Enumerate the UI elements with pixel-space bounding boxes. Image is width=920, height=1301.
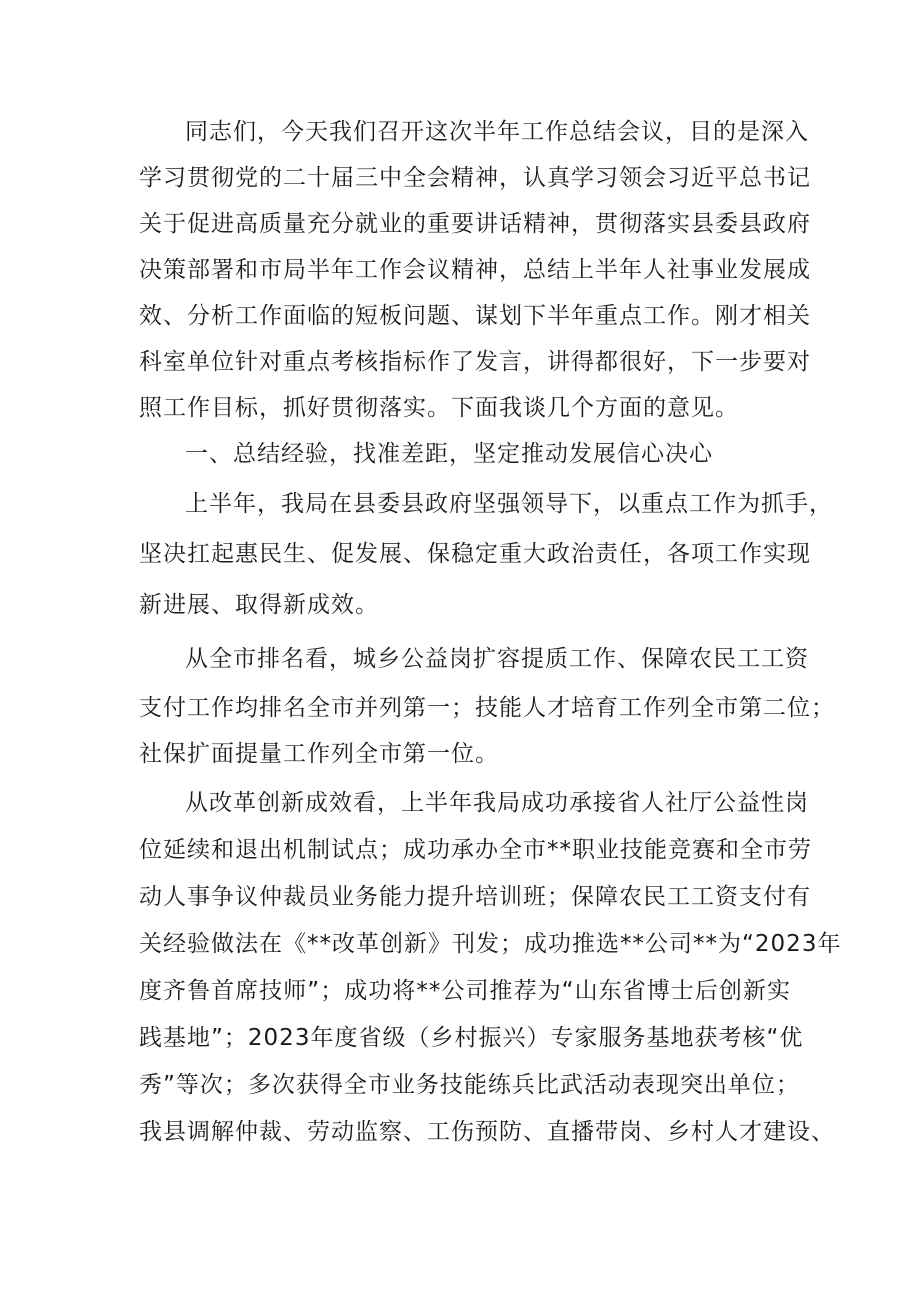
section-heading-1: 一、总结经验，找准差距，坚定推动发展信心决心 xyxy=(185,441,713,467)
paragraph-4-line-3: 动人事争议仲裁员业务能力提升培训班；保障农民工工资支付有 xyxy=(139,884,811,910)
paragraph-4-line-2: 位延续和退出机制试点；成功承办全市**职业技能竞赛和全市劳 xyxy=(139,837,812,863)
paragraph-2-line-1: 上半年，我局在县委县政府坚强领导下，以重点工作为抓手， xyxy=(185,491,833,517)
paragraph-1-line-4: 决策部署和市局半年工作会议精神，总结上半年人社事业发展成 xyxy=(139,257,811,283)
paragraph-2-line-3: 新进展、取得新成效。 xyxy=(139,592,379,618)
paragraph-4-line-6: 践基地”；2023年度省级（乡村振兴）专家服务基地获考核“优 xyxy=(139,1025,804,1051)
paragraph-1-line-7: 照工作目标，抓好贯彻落实。下面我谈几个方面的意见。 xyxy=(139,395,739,421)
paragraph-4-line-8: 我县调解仲裁、劳动监察、工伤预防、直播带岗、乡村人才建设、 xyxy=(139,1119,835,1145)
paragraph-4-line-5: 度齐鲁首席技师”；成功将**公司推荐为“山东省博士后创新实 xyxy=(139,978,791,1004)
paragraph-1-line-5: 效、分析工作面临的短板问题、谋划下半年重点工作。刚才相关 xyxy=(139,303,811,329)
paragraph-1-line-6: 科室单位针对重点考核指标作了发言，讲得都很好，下一步要对 xyxy=(139,349,811,375)
paragraph-2-line-2: 坚决扛起惠民生、促发展、保稳定重大政治责任，各项工作实现 xyxy=(139,541,811,567)
paragraph-4-line-7: 秀”等次；多次获得全市业务技能练兵比武活动表现突出单位； xyxy=(139,1072,800,1098)
paragraph-3-line-1: 从全市排名看，城乡公益岗扩容提质工作、保障农民工工资 xyxy=(185,646,809,672)
paragraph-3-line-3: 社保扩面提量工作列全市第一位。 xyxy=(139,741,499,767)
paragraph-4-line-1: 从改革创新成效看，上半年我局成功承接省人社厅公益性岗 xyxy=(185,790,809,816)
paragraph-3-line-2: 支付工作均排名全市并列第一；技能人才培育工作列全市第二位； xyxy=(139,695,835,721)
paragraph-1-line-2: 学习贯彻党的二十届三中全会精神，认真学习领会习近平总书记 xyxy=(139,165,811,191)
paragraph-1-line-1: 同志们，今天我们召开这次半年工作总结会议，目的是深入 xyxy=(185,119,809,145)
paragraph-4-line-4: 关经验做法在《**改革创新》刊发；成功推选**公司**为“2023年 xyxy=(139,931,842,957)
paragraph-1-line-3: 关于促进高质量充分就业的重要讲话精神，贯彻落实县委县政府 xyxy=(139,211,811,237)
